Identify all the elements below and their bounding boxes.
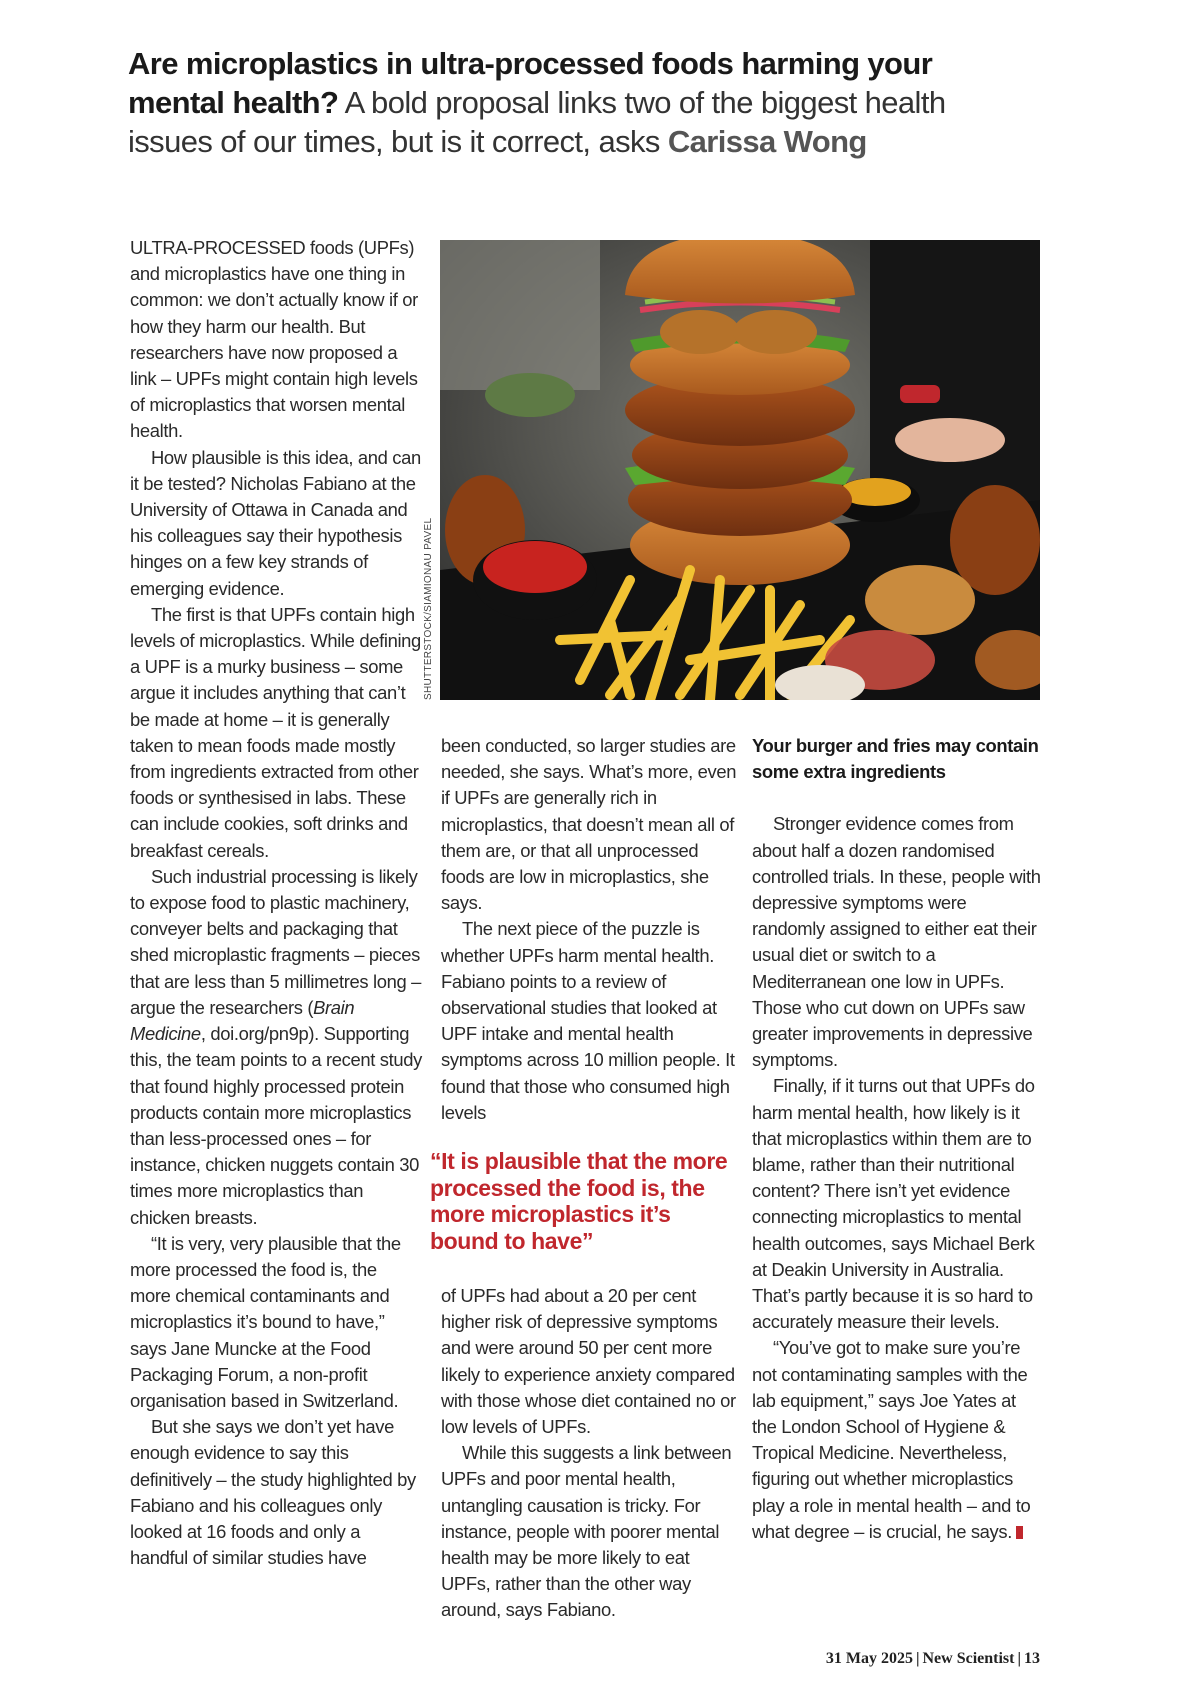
end-mark bbox=[1016, 1526, 1023, 1539]
paragraph: The next piece of the puzzle is whether UPFs harm mental health. Fabiano points to a review of observational studies that looked at UPF intake and mental health symptoms across 10 million people. It found that those who consumed high levels bbox=[441, 918, 735, 1123]
burger-illustration bbox=[440, 240, 1040, 700]
paragraph: of UPFs had about a 20 per cent higher risk of depressive symptoms and were around 50 per cent more likely to experience anxiety compared with those whose diet contained no or low levels of UPFs. bbox=[441, 1285, 736, 1438]
pull-quote: “It is plausible that the more processed the food is, the more microplastics it’s bound to have” bbox=[430, 1148, 728, 1254]
headline-author: Carissa Wong bbox=[667, 124, 867, 159]
article-column-2-top bbox=[441, 733, 737, 1126]
paragraph: While this suggests a link between UPFs and poor mental health, untangling causation is tricky. For instance, people with poorer mental health may be more likely to eat UPFs, rather than the other way around, says Fabiano. bbox=[441, 1442, 732, 1621]
footer-date: 31 May 2025 bbox=[825, 1650, 913, 1667]
article-column-3 bbox=[752, 733, 1042, 1545]
article-column-1 bbox=[130, 235, 422, 1571]
paragraph: “You’ve got to make sure you’re not contaminating samples with the lab equipment,” says Joe Yates at the London School of Hygiene & Tropical Medicine. Nevertheless, figuring out whether microplastics play a role in mental health – and to what degree – is crucial, he says. bbox=[752, 1337, 1031, 1542]
page-footer: 31 May 2025 | New Scientist | 13 bbox=[825, 1650, 1040, 1667]
headline-standfirst: A bold proposal links two of the biggest health issues of our times, but is it correct, asks bbox=[128, 85, 946, 159]
paragraph: But she says we don’t yet have enough evidence to say this definitively – the study highlighted by Fabiano and his colleagues only looked at 16 foods and only a handful of similar studies have bbox=[130, 1416, 416, 1569]
headline-title: Are microplastics in ultra-processed foods harming your mental health? bbox=[128, 46, 933, 120]
paragraph: The first is that UPFs contain high levels of microplastics. While defining a UPF is a murky business – some argue it includes anything that can’t be made at home – it is generally taken to mean foods made mostly from ingredients extracted from other foods or synthesised in labs. These can include cookies, soft drinks and breakfast cereals. bbox=[130, 603, 421, 861]
photo-credit: SHUTTERSTOCK/SIAMIONAU PAVEL bbox=[423, 517, 434, 700]
paragraph: Stronger evidence comes from about half a dozen randomised controlled trials. In these, people with depressive symptoms were randomly assigned to either eat their usual diet or switch to a Mediterranean one low in UPFs. Those who cut down on UPFs saw greater improvements in depressive symptoms. bbox=[752, 813, 1041, 1071]
burger-photo bbox=[440, 240, 1040, 700]
article-column-2-bottom bbox=[441, 1283, 737, 1624]
paragraph: Such industrial processing is likely to expose food to plastic machinery, conveyer belts and packaging that shed microplastic fragments – pieces that are less than 5 millimetres long – argue the researchers (Brain Medicine, doi.org/pn9p). Supporting this, the team points to a recent study that found highly processed protein products contain more microplastics than less-processed ones – for instance, chicken nuggets contain 30 times more microplastics than chicken breasts. bbox=[130, 865, 423, 1228]
journal-name: Brain Medicine bbox=[130, 996, 355, 1045]
photo-caption: Your burger and fries may contain some extra ingredients bbox=[752, 735, 1039, 783]
article-headline bbox=[128, 44, 958, 161]
paragraph: “It is very, very plausible that the more processed the food is, the more chemical contaminants and microplastics it’s bound to have,” says Jane Muncke at the Food Packaging Forum, a non-profit organisation based in Switzerland. bbox=[130, 1232, 401, 1411]
paragraph: Finally, if it turns out that UPFs do harm mental health, how likely is it that microplastics within them are to blame, rather than their nutritional content? There isn’t yet evidence connecting microplastics to mental health outcomes, says Michael Berk at Deakin University in Australia. That’s partly because it is so hard to accurately measure their levels. bbox=[752, 1075, 1035, 1333]
page-number: 13 bbox=[1024, 1650, 1040, 1667]
paragraph: ULTRA-PROCESSED foods (UPFs) and microplastics have one thing in common: we don’t actually know if or how they harm our health. But researchers have now proposed a link – UPFs might contain high levels of microplastics that worsen mental health. bbox=[130, 237, 418, 442]
footer-publication: New Scientist bbox=[922, 1650, 1015, 1667]
paragraph: been conducted, so larger studies are needed, she says. What’s more, even if UPFs are generally rich in microplastics, that doesn’t mean all of them are, or that all unprocessed foods are low in microplastics, she says. bbox=[441, 735, 737, 914]
paragraph: How plausible is this idea, and can it be tested? Nicholas Fabiano at the University of Ottawa in Canada and his colleagues say their hypothesis hinges on a few key strands of emerging evidence. bbox=[130, 446, 421, 599]
